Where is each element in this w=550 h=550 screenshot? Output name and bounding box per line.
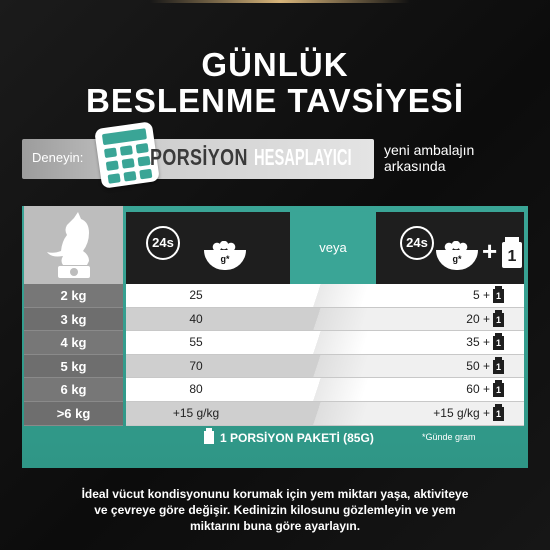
weight-column bbox=[24, 206, 123, 426]
gold-accent-line bbox=[150, 0, 410, 3]
weight-label: 2 kg bbox=[24, 284, 123, 308]
feeding-rows bbox=[126, 284, 524, 426]
clock-24h-icon: 24s bbox=[400, 226, 434, 260]
pouch-note: 1 PORSİYON PAKETİ (85G) bbox=[204, 431, 374, 445]
table-row: +15 g/kg +15 g/kg + 1 bbox=[126, 402, 524, 426]
table-row: 55 35 + 1 bbox=[126, 331, 524, 355]
plus-sign: + bbox=[482, 236, 498, 266]
weight-label: 5 kg bbox=[24, 355, 123, 379]
clock-24h-icon: 24s bbox=[146, 226, 180, 260]
pouch-icon: 1 bbox=[493, 313, 504, 327]
pouch-icon: 1 bbox=[493, 336, 504, 350]
feeding-table-panel bbox=[22, 206, 528, 468]
table-row: 80 60 + 1 bbox=[126, 378, 524, 402]
cat-on-scale-icon bbox=[24, 206, 123, 284]
footer-advice: İdeal vücut kondisyonunu korumak için yem miktarı yaşa, aktiviteye ve çevreye göre değişir. Kedinizin kilosunu gözlemleyin ve yem miktarını buna göre ayarlayın. bbox=[81, 487, 469, 533]
bowl-icon: g* bbox=[204, 250, 246, 270]
weight-label: 4 kg bbox=[24, 331, 123, 355]
calculator-banner bbox=[22, 139, 374, 179]
title-line-1: GÜNLÜK bbox=[201, 46, 349, 83]
pouch-icon: 1 bbox=[493, 289, 504, 303]
table-row: 70 50 + 1 bbox=[126, 355, 524, 379]
new-package-note: yeni ambalajın arkasında bbox=[384, 142, 475, 174]
bowl-icon: g* bbox=[436, 250, 478, 270]
try-label: Deneyin: bbox=[32, 150, 84, 165]
per-day-note: *Günde gram bbox=[422, 432, 476, 442]
title-line-2: BESLENME TAVSİYESİ bbox=[85, 82, 464, 119]
pouch-icon: 1 bbox=[502, 242, 522, 268]
dry-only-header bbox=[126, 212, 290, 284]
weight-label: 6 kg bbox=[24, 378, 123, 402]
banner-word-portion: PORSİYON bbox=[150, 144, 248, 170]
table-row: 25 5 + 1 bbox=[126, 284, 524, 308]
table-row: 40 20 + 1 bbox=[126, 308, 524, 332]
pouch-icon bbox=[204, 431, 214, 444]
weight-label: >6 kg bbox=[24, 402, 123, 426]
weight-label: 3 kg bbox=[24, 308, 123, 332]
pouch-icon: 1 bbox=[493, 407, 504, 421]
pouch-icon: 1 bbox=[493, 383, 504, 397]
or-label: veya bbox=[290, 212, 376, 284]
weight-labels bbox=[24, 284, 123, 426]
mixed-feeding-header bbox=[376, 212, 524, 284]
pouch-icon: 1 bbox=[493, 360, 504, 374]
banner-word-calculator: HESAPLAYICI bbox=[254, 144, 352, 170]
